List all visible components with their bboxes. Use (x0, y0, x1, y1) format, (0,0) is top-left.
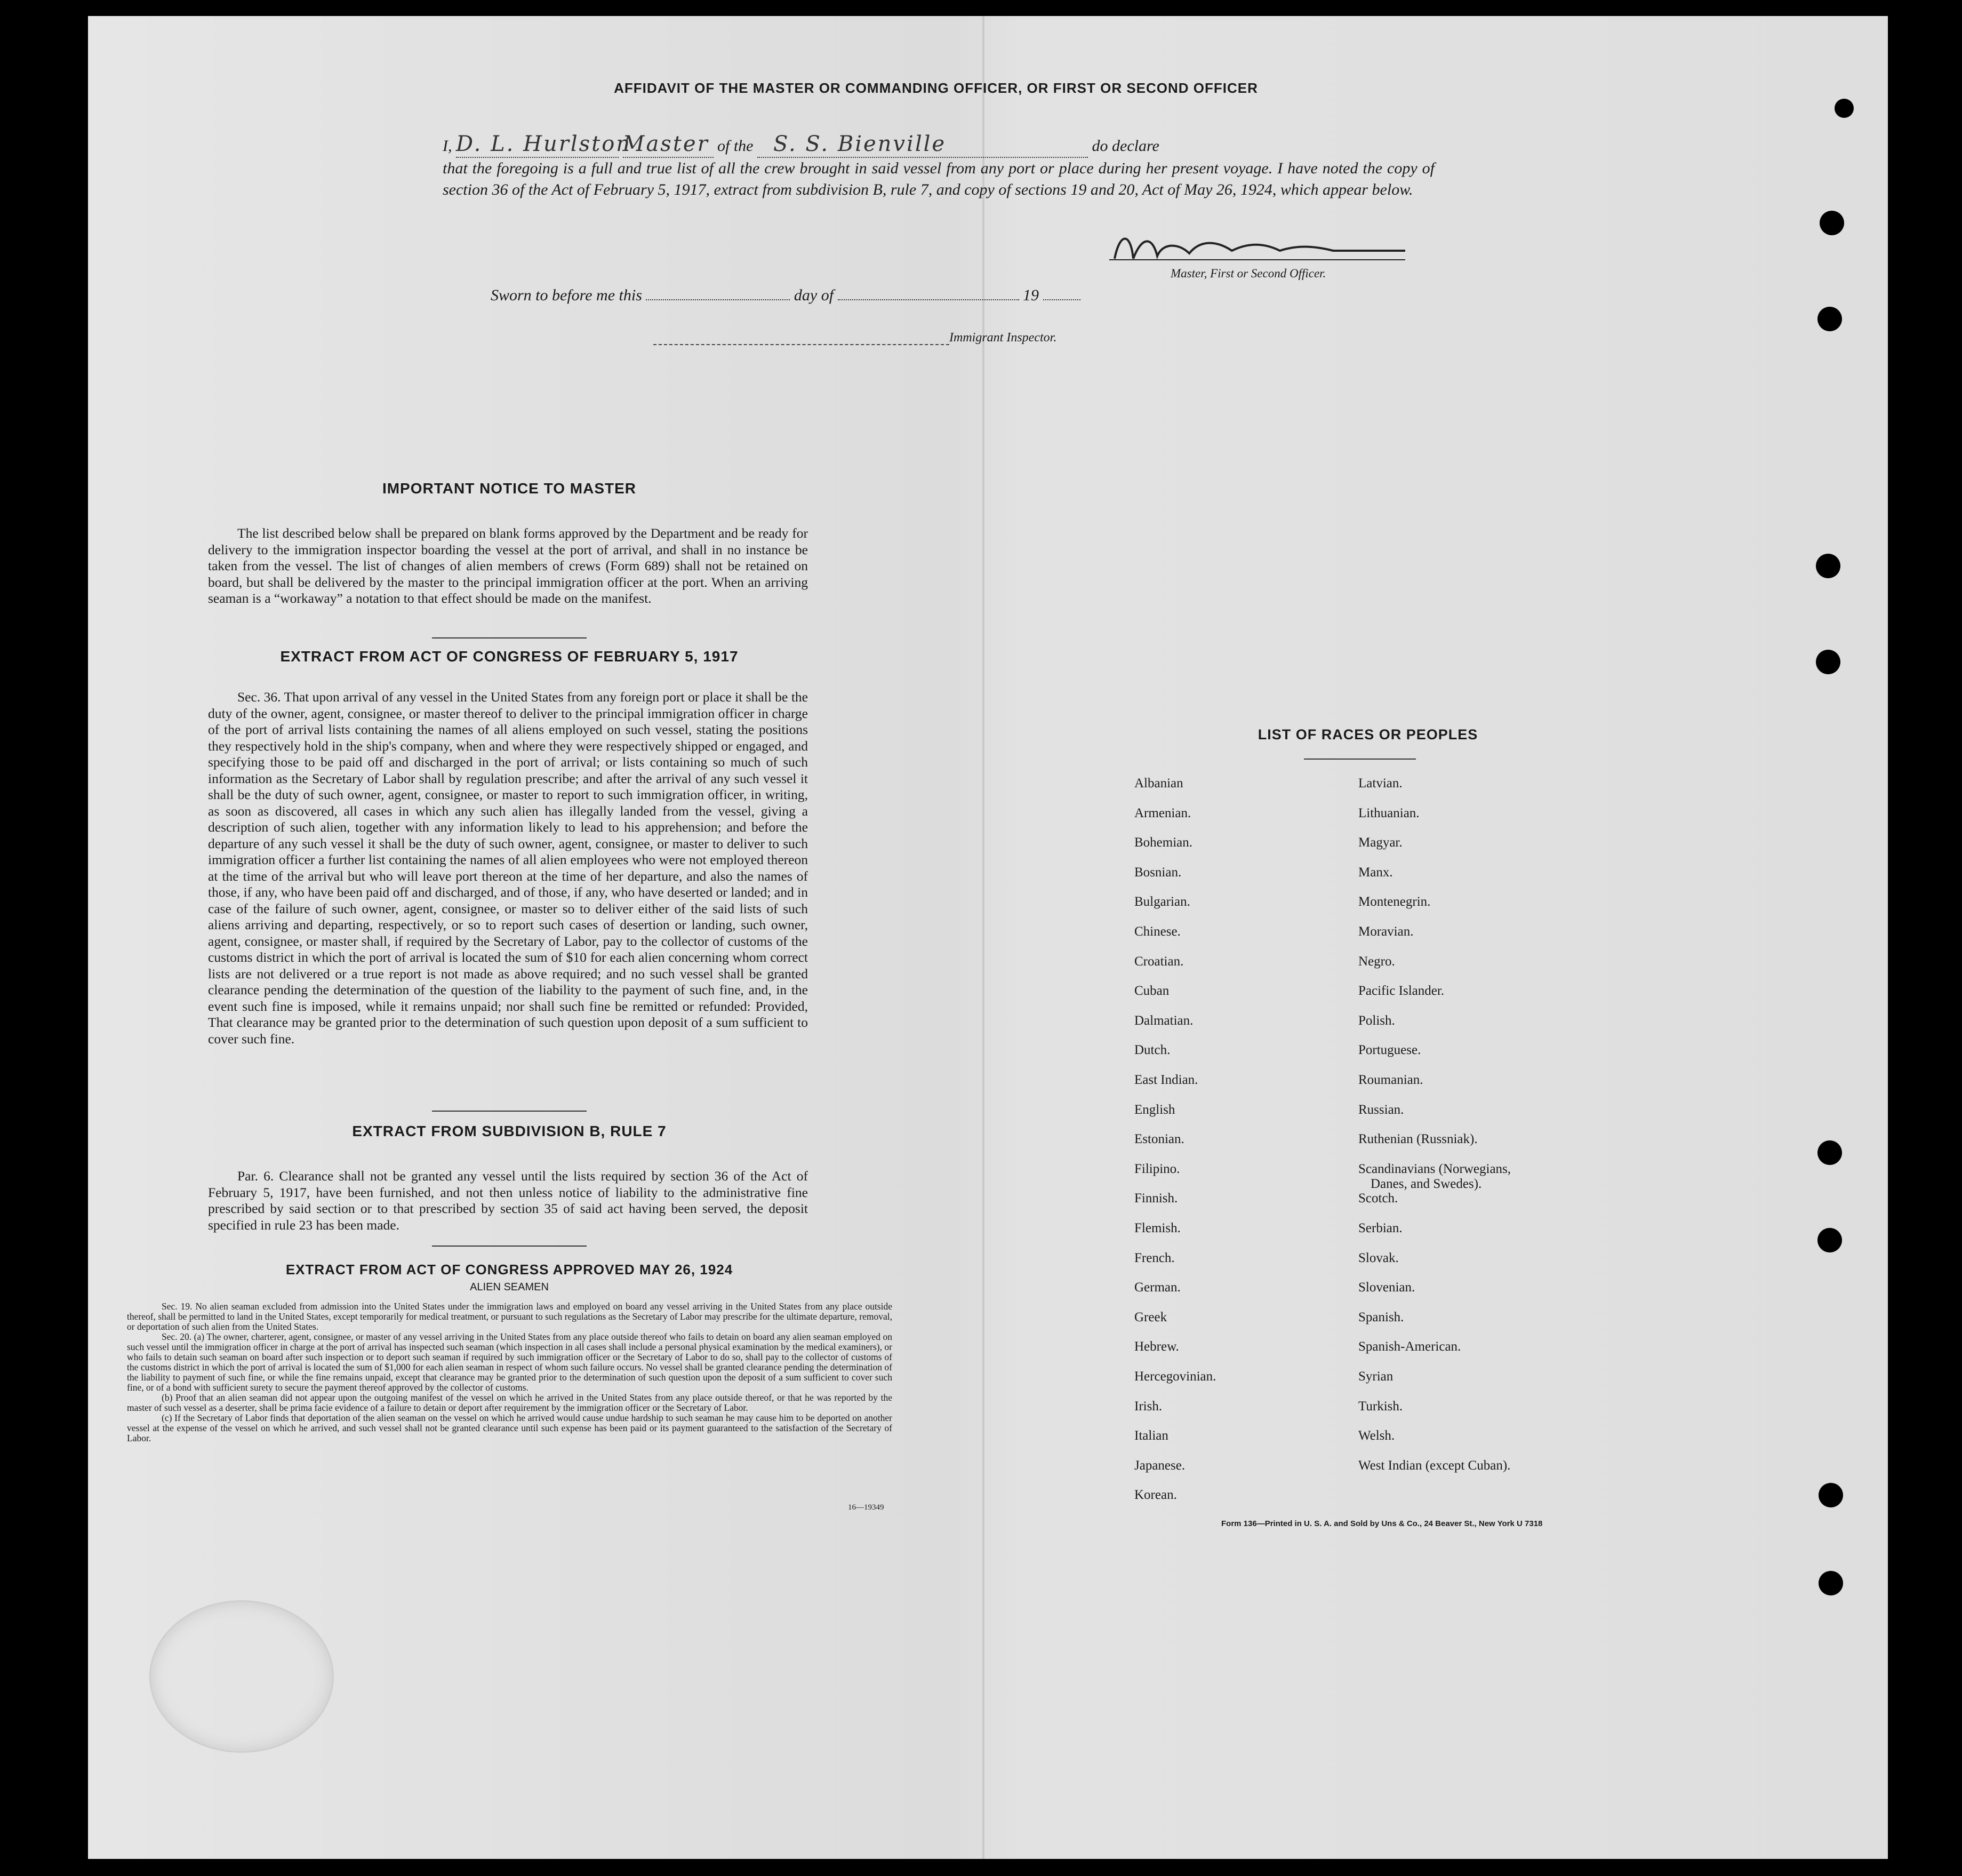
race-item: Syrian (1358, 1369, 1394, 1384)
punch-hole (1819, 1571, 1843, 1595)
race-item: Croatian. (1134, 954, 1184, 969)
do-declare-label: do declare (1092, 137, 1159, 155)
race-item: Russian. (1358, 1102, 1404, 1117)
sworn-line (491, 286, 1080, 305)
printer-footer: Form 136—Printed in U. S. A. and Sold by Uns & Co., 24 Beaver St., New York U 7318 (1221, 1519, 1543, 1528)
sec19-text: Sec. 19. No alien seaman excluded from admission into the United States under the immigration laws and employed on board any vessel arriving in the United States from any place outside thereof, shall be permitted to land in the United States, except temporarily for medical treatment, or pursuant to such regulations as the Secretary of Labor may prescribe for the ultimate departure, removal, or deportation of such alien from the United States. (127, 1301, 892, 1332)
punch-hole (1820, 211, 1844, 235)
name-field (456, 132, 632, 158)
race-item: Irish. (1134, 1399, 1163, 1414)
race-item: Slovenian. (1358, 1280, 1415, 1295)
race-item: West Indian (except Cuban). (1358, 1458, 1511, 1473)
inspector-signature-field[interactable] (653, 344, 949, 345)
race-item: German. (1134, 1280, 1181, 1295)
punch-hole (1816, 554, 1840, 578)
of-the-label: of the (717, 137, 754, 155)
sworn-year-field[interactable] (1043, 299, 1080, 300)
race-item: Spanish. (1358, 1310, 1404, 1324)
race-item: Danes, and Swedes). (1371, 1176, 1482, 1191)
race-item: Ruthenian (Russniak). (1358, 1132, 1478, 1147)
race-item: Slovak. (1358, 1250, 1399, 1265)
extract-1917-text: Sec. 36. That upon arrival of any vessel in the United States from any foreign port or place it shall be the duty of the owner, agent, consignee, or master thereof to deliver to the principal immigration officer in charge of the port of arrival lists containing the names of all aliens employed on such vessel, stating the positions they respectively hold in the ship's company, when and where they were respectively shipped or engaged, and specifying those to be paid off and discharged in the port of arrival; or lists containing so much of such information as the Secretary of Labor shall by regulation prescribe; and after the arrival of any such vessel it shall be the duty of such owner, agent, consignee, or master to report to such immigration officer, in writing, as soon as discovered, all cases in which any such alien has illegally landed from the vessel, giving a description of such alien, together with any information likely to lead to his apprehension; and before the departure of any such vessel it shall be the duty of such owner, agent, consignee, or master to deliver to such immigration officer a further list containing the names of all alien employees who were not employed thereon at the time of the arrival but who will leave port thereon at the time of her departure, and also the names of those, if any, who have been paid off and discharged, and of those, if any, who have deserted or landed; and in case of the failure of such owner, agent, consignee, or master so to deliver either of the said lists of such aliens arriving and departing, respectively, or so to report such cases of desertion or landing, such owner, agent, consignee, or master shall, if required by the Secretary of Labor, pay to the collector of customs of the customs district in which the port of arrival is located the sum of $10 for each alien concerning whom correct lists are not delivered or a true report is not made as above required; and no such vessel shall be granted clearance pending the determination of the question of the liability to the payment of such fine, and, in the event such fine is imposed, while it remains unpaid; nor shall such fine be remitted or refunded: Provided, That clearance may be granted prior to the determination of such question upon deposit of a sum sufficient to cover such fine. (208, 689, 808, 1047)
rank-field (623, 133, 714, 158)
race-item: Estonian. (1134, 1132, 1184, 1147)
race-item: Welsh. (1358, 1428, 1395, 1443)
rule7-text: Par. 6. Clearance shall not be granted any vessel until the lists required by section 36 of the Act of February 5, 1917, have been furnished, and not then unless notice of liability to the administrative fine prescribed by said section or to that prescribed by section 35 of said act having been served, the deposit specified in rule 23 has been made. (208, 1168, 808, 1233)
race-item: Flemish. (1134, 1221, 1181, 1235)
punch-hole (1817, 1228, 1842, 1252)
race-item: Spanish-American. (1358, 1339, 1461, 1354)
day-of-label: day of (794, 286, 834, 304)
race-item: East Indian. (1134, 1073, 1198, 1087)
race-item: Dutch. (1134, 1043, 1171, 1058)
master-rank: Master (622, 132, 709, 156)
sworn-prefix: Sworn to before me this (491, 286, 642, 304)
race-item: Dalmatian. (1134, 1013, 1194, 1028)
declaration-line (443, 133, 1435, 158)
punch-hole (1816, 650, 1840, 674)
race-item: Montenegrin. (1358, 895, 1431, 909)
inspector-label: Immigrant Inspector. (949, 331, 1057, 345)
race-item: Scandinavians (Norwegians, (1358, 1161, 1511, 1176)
races-heading: LIST OF RACES OR PEOPLES (1258, 727, 1478, 743)
extract-1924-body (127, 1302, 892, 1443)
punch-hole (1817, 1140, 1842, 1165)
affidavit-title: AFFIDAVIT OF THE MASTER OR COMMANDING OFFICER, OR FIRST OR SECOND OFFICER (614, 80, 1258, 96)
race-item: Manx. (1358, 865, 1393, 880)
race-item: Latvian. (1358, 776, 1403, 791)
race-item: Bulgarian. (1134, 895, 1190, 909)
divider (432, 1246, 587, 1247)
race-item: Serbian. (1358, 1221, 1403, 1235)
form-number: 16—19349 (848, 1503, 884, 1512)
i-label: I, (443, 137, 452, 155)
race-item: Moravian. (1358, 924, 1414, 939)
signature-caption: Master, First or Second Officer. (1171, 267, 1326, 280)
vessel-name: S. S. Bienville (773, 132, 947, 156)
master-name: D. L. Hurlston (456, 132, 632, 156)
divider (432, 637, 587, 638)
race-item: English (1134, 1102, 1175, 1117)
race-item: Italian (1134, 1428, 1168, 1443)
sec20c-text: (c) If the Secretary of Labor finds that deportation of the alien seaman on the vessel on which he arrived would cause undue hardship to such seaman he may cause him to be deported on another vessel at the expense of the vessel on which he arrived, and such vessel shall not be granted clearance until such expense has been paid or its payment guaranteed to the satisfaction of the Secretary of Labor. (127, 1412, 892, 1443)
divider (1304, 759, 1416, 760)
sworn-day-field[interactable] (646, 299, 790, 300)
race-item: French. (1134, 1250, 1175, 1265)
signature-area (1109, 227, 1408, 269)
extract-1917-heading: EXTRACT FROM ACT OF CONGRESS OF FEBRUARY 5, 1917 (280, 648, 739, 665)
race-item: Scotch. (1358, 1191, 1398, 1206)
declaration-body: that the foregoing is a full and true list of all the crew brought in said vessel from any port or place during her present voyage. I have noted the copy of section 36 of the Act of February 5, 1917, extract from subdivision B, rule 7, and copy of sections 19 and 20, Act of May 26, 1924, which appear below. (443, 159, 1435, 198)
race-item: Lithuanian. (1358, 805, 1420, 820)
punch-hole (1817, 307, 1842, 331)
race-item: Filipino. (1134, 1161, 1180, 1176)
race-item: Finnish. (1134, 1191, 1178, 1206)
signature-image (1109, 227, 1408, 269)
race-item: Greek (1134, 1310, 1167, 1324)
notice-text: The list described below shall be prepared on blank forms approved by the Department and be ready for delivery to the immigration inspector boarding the vessel at the port of arrival, and shall in no instance be taken from the vessel. The list of changes of alien members of crews (Form 689) shall not be retained on board, but shall be delivered by the master to the principal immigration officer at the port. When an arriving seaman is a “workaway” a notation to that effect should be made on the manifest. (208, 525, 808, 606)
race-item: Japanese. (1134, 1458, 1186, 1473)
race-item: Chinese. (1134, 924, 1181, 939)
punch-hole (1835, 99, 1854, 118)
race-item: Hebrew. (1134, 1339, 1179, 1354)
notice-heading: IMPORTANT NOTICE TO MASTER (382, 480, 637, 497)
race-item: Bohemian. (1134, 835, 1193, 850)
race-item: Roumanian. (1358, 1073, 1423, 1087)
alien-seamen-subheading: ALIEN SEAMEN (470, 1281, 549, 1293)
race-item: Turkish. (1358, 1399, 1403, 1414)
race-item: Albanian (1134, 776, 1183, 791)
race-item: Bosnian. (1134, 865, 1182, 880)
declaration-block (443, 133, 1435, 201)
race-item: Polish. (1358, 1013, 1395, 1028)
race-item: Hercegovinian. (1134, 1369, 1216, 1384)
race-item: Armenian. (1134, 805, 1191, 820)
sec20a-text: Sec. 20. (a) The owner, charterer, agent, consignee, or master of any vessel arriving in the United States from any place outside thereof who fails to detain on board any alien seaman employed on such vessel until the immigration officer in charge at the port of arrival has inspected such seaman (which inspection in all cases shall include a personal physical examination by the medical examiners), or who fails to detain such seaman on board after such inspection or to deport such seaman if required by such immigration officer or the Secretary of Labor to do so, shall pay to the collector of customs of the customs district in which the port of arrival is located the sum of $1,000 for each alien seaman in respect of whom such failure occurs. No vessel shall be granted clearance pending the determination of the liability to payment of such fine, or while the fine remains unpaid, except that clearance may be granted prior to the determination of such question upon the deposit of a sum sufficient to cover such fine, or of a bond with sufficient surety to secure the payment thereof approved by the collector of customs. (127, 1331, 892, 1393)
extract-1924-heading: EXTRACT FROM ACT OF CONGRESS APPROVED MAY 26, 1924 (285, 1262, 733, 1278)
race-item: Magyar. (1358, 835, 1403, 850)
race-item: Cuban (1134, 984, 1170, 999)
divider (432, 1111, 587, 1112)
embossed-seal (149, 1600, 334, 1753)
race-item: Portuguese. (1358, 1043, 1421, 1058)
sworn-month-field[interactable] (838, 299, 1019, 300)
race-item: Pacific Islander. (1358, 984, 1445, 999)
vessel-field (757, 133, 1088, 158)
punch-hole (1819, 1483, 1843, 1507)
race-item: Negro. (1358, 954, 1395, 969)
rule7-heading: EXTRACT FROM SUBDIVISION B, RULE 7 (352, 1123, 667, 1139)
race-item: Korean. (1134, 1488, 1177, 1503)
year-prefix: 19 (1023, 286, 1039, 304)
sec20b-text: (b) Proof that an alien seaman did not appear upon the outgoing manifest of the vessel on which he arrived in the United States from any place outside thereof, or that he was reported by the master of such vessel as a deserter, shall be prima facie evidence of a failure to detain or deport after requirement by the immigration officer or the Secretary of Labor. (127, 1392, 892, 1413)
